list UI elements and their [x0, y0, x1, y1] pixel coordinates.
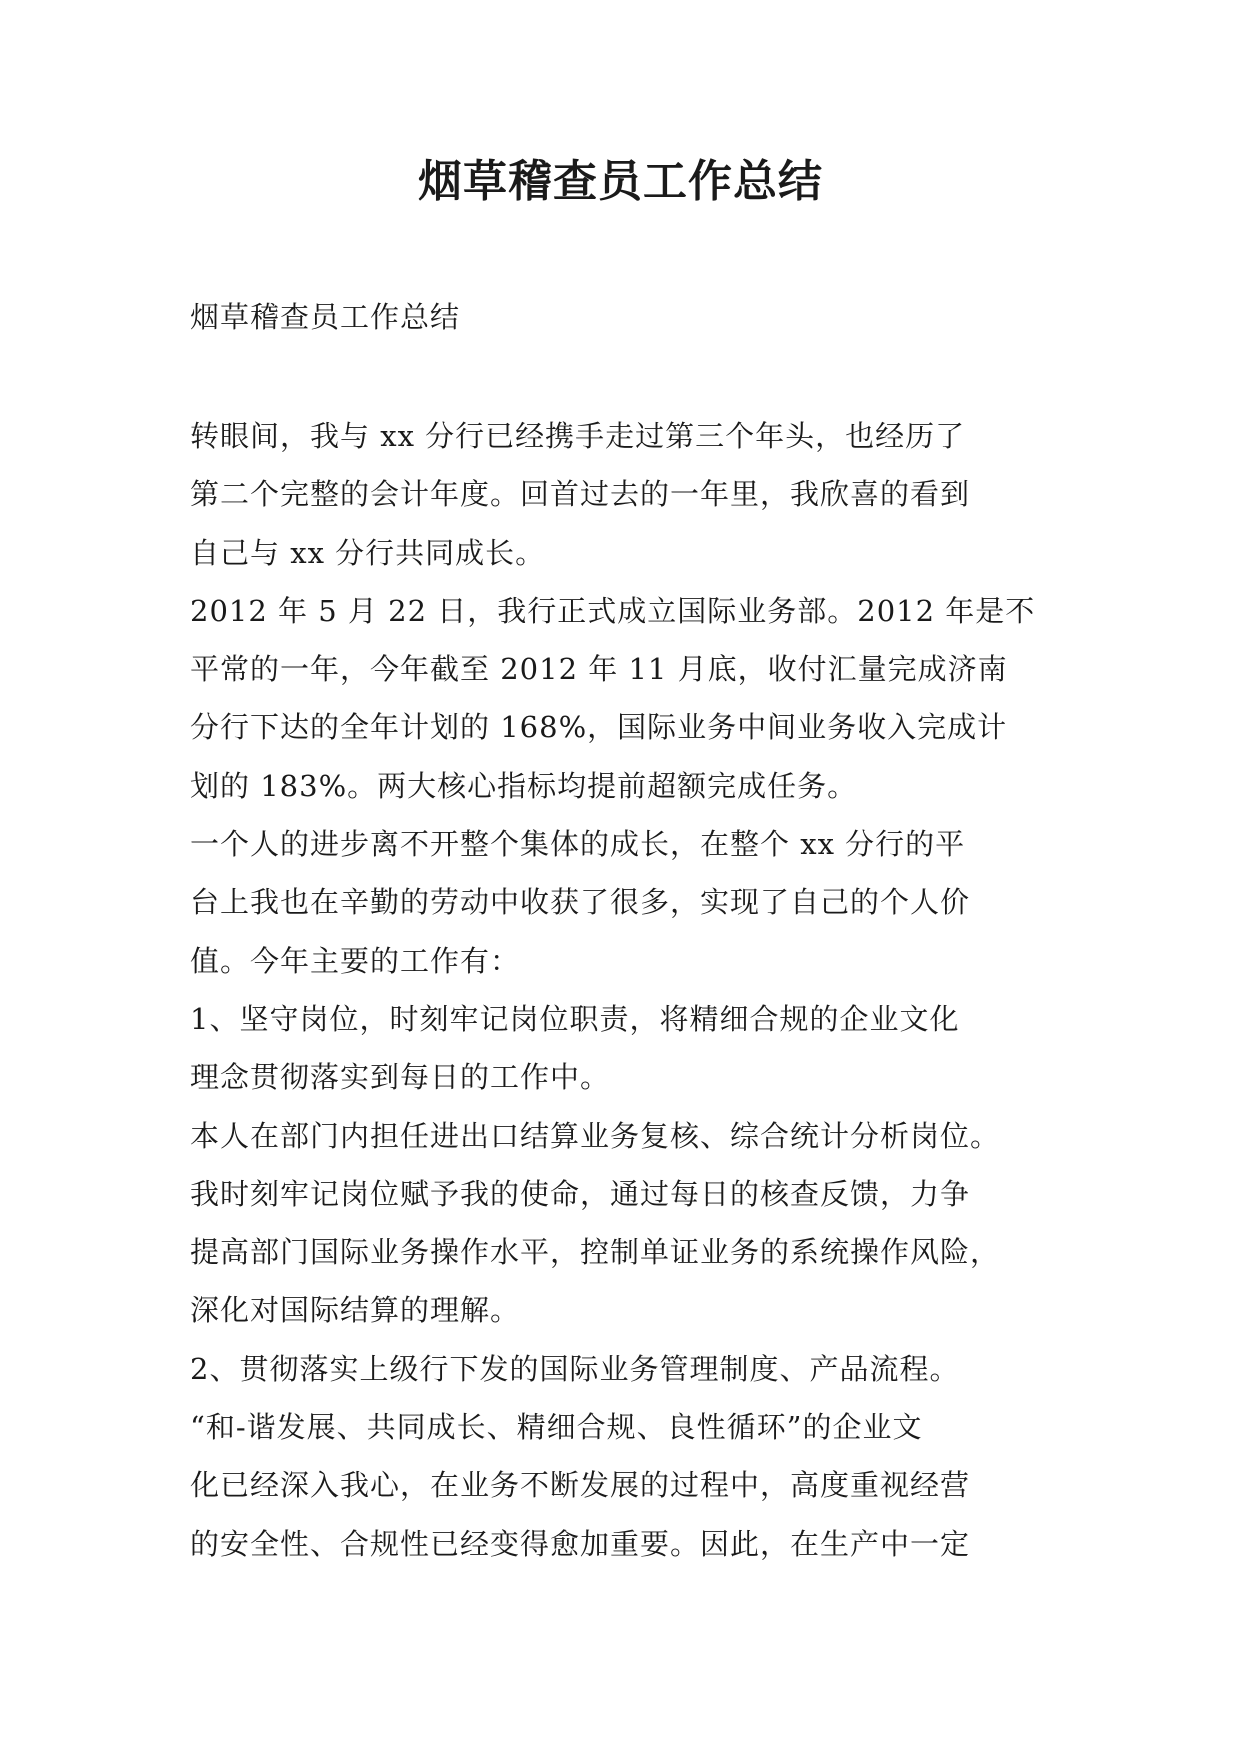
body-line: 2012 年 5 月 22 日，我行正式成立国际业务部。2012 年是不 — [190, 593, 1036, 628]
body-line: 自己与 xx 分行共同成长。 — [190, 535, 546, 570]
body-line: 台上我也在辛勤的劳动中收获了很多，实现了自己的个人价 — [190, 885, 971, 920]
body-line: 1、坚守岗位，时刻牢记岗位职责，将精细合规的企业文化 — [190, 1001, 960, 1036]
body-line: 本人在部门内担任进出口结算业务复核、综合统计分析岗位。 — [190, 1118, 1001, 1153]
document-body — [190, 407, 1056, 1573]
body-line: 分行下达的全年计划的 168%，国际业务中间业务收入完成计 — [190, 710, 1008, 745]
body-line: 2、贯彻落实上级行下发的国际业务管理制度、产品流程。 — [190, 1351, 960, 1386]
body-line: 转眼间，我与 xx 分行已经携手走过第三个年头，也经历了 — [190, 419, 966, 453]
body-line: 一个人的进步离不开整个集体的成长，在整个 xx 分行的平 — [190, 827, 966, 862]
body-line: 化已经深入我心，在业务不断发展的过程中，高度重视经营 — [190, 1468, 971, 1503]
body-line: 第二个完整的会计年度。回首过去的一年里，我欣喜的看到 — [190, 477, 971, 512]
document-subtitle: 烟草稽查员工作总结 — [190, 300, 461, 334]
body-line: “和-谐发展、共同成长、精细合规、良性循环”的企业文 — [190, 1410, 923, 1445]
document-title: 烟草稽查员工作总结 — [418, 156, 823, 207]
body-line: 划的 183%。两大核心指标均提前超额完成任务。 — [190, 768, 858, 803]
body-line: 理念贯彻落实到每日的工作中。 — [190, 1060, 611, 1095]
body-line: 平常的一年，今年截至 2012 年 11 月底，收付汇量完成济南 — [190, 652, 1008, 687]
body-line: 值。今年主要的工作有： — [190, 943, 521, 978]
body-line: 提高部门国际业务操作水平，控制单证业务的系统操作风险， — [190, 1235, 1001, 1270]
body-line: 我时刻牢记岗位赋予我的使命，通过每日的核查反馈，力争 — [190, 1176, 971, 1211]
body-line: 的安全性、合规性已经变得愈加重要。因此，在生产中一定 — [190, 1526, 971, 1561]
body-line: 深化对国际结算的理解。 — [190, 1293, 521, 1328]
